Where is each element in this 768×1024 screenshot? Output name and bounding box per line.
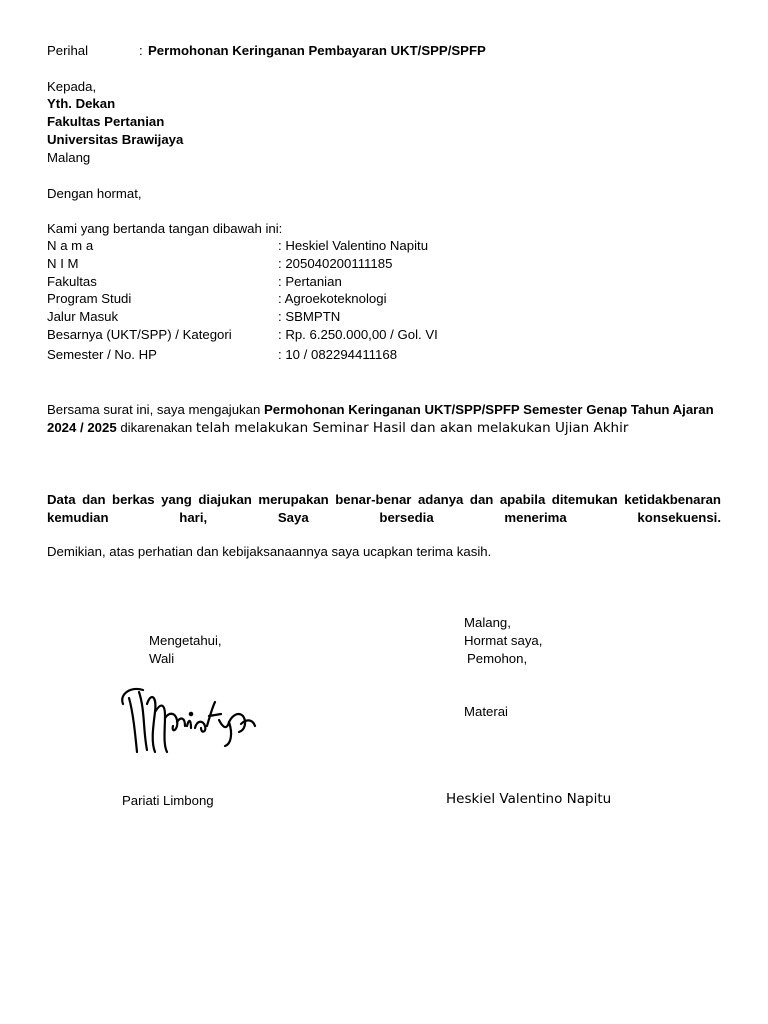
body-p1-mid: dikarenakan: [116, 420, 196, 435]
handwritten-signature: [115, 682, 265, 758]
field-label-ukt: Besarnya (UKT/SPP) / Kategori: [47, 327, 232, 342]
field-label-nim: N I M: [47, 256, 79, 271]
signature-right-line2: Pemohon,: [467, 651, 528, 666]
recipient-greeting: Kepada,: [47, 79, 97, 94]
field-label-nama: N a m a: [47, 238, 94, 253]
recipient-city: Malang: [47, 150, 91, 165]
body-p1-bold: Permohonan Keringanan UKT/SPP/SPFP Semester Genap Tahun Ajaran 2024 / 2025: [47, 402, 714, 435]
field-value-jalur: : SBMPTN: [278, 309, 341, 324]
field-label-prodi: Program Studi: [47, 291, 132, 306]
field-label-jalur: Jalur Masuk: [47, 309, 119, 324]
field-label-fakultas: Fakultas: [47, 274, 97, 289]
field-value-prodi: : Agroekoteknologi: [278, 291, 387, 306]
recipient-line3: Universitas Brawijaya: [47, 132, 184, 147]
field-value-nim: : 205040200111185: [278, 256, 393, 271]
field-value-fakultas: : Pertanian: [278, 274, 342, 289]
signature-right-name: Heskiel Valentino Napitu: [446, 791, 612, 807]
body-paragraph-request: [47, 401, 721, 437]
field-label-semester: Semester / No. HP: [47, 347, 157, 362]
intro-text: Kami yang bertanda tangan dibawah ini:: [47, 221, 283, 236]
salutation: Dengan hormat,: [47, 186, 142, 201]
signature-left-line1: Mengetahui,: [149, 633, 222, 648]
signature-left-name: Pariati Limbong: [122, 793, 214, 808]
field-value-ukt: : Rp. 6.250.000,00 / Gol. VI: [278, 327, 438, 342]
subject-label: Perihal: [47, 43, 89, 58]
body-paragraph-closing: Demikian, atas perhatian dan kebijaksanaannya saya ucapkan terima kasih.: [47, 544, 492, 559]
body-paragraph-statement: Data dan berkas yang diajukan merupakan benar-benar adanya dan apabila ditemukan ketidakbenaran kemudian hari, Saya bersedia menerima konsekuensi.: [47, 492, 721, 525]
signature-right-stamp: Materai: [464, 704, 508, 719]
field-value-nama: : Heskiel Valentino Napitu: [278, 238, 429, 253]
recipient-line1: Yth. Dekan: [47, 96, 116, 111]
signature-left-line2: Wali: [149, 651, 175, 666]
body-p1-reason: telah melakukan Seminar Hasil dan akan melakukan Ujian Akhir: [195, 420, 629, 436]
subject-text: Permohonan Keringanan Pembayaran UKT/SPP/SPFP: [148, 43, 486, 58]
field-value-semester: : 10 / 082294411168: [278, 347, 398, 362]
subject-separator: :: [139, 43, 143, 58]
recipient-line2: Fakultas Pertanian: [47, 114, 165, 129]
signature-right-city: Malang,: [464, 615, 511, 630]
signature-right-line1: Hormat saya,: [464, 633, 543, 648]
body-p1-start: Bersama surat ini, saya mengajukan: [47, 402, 264, 417]
